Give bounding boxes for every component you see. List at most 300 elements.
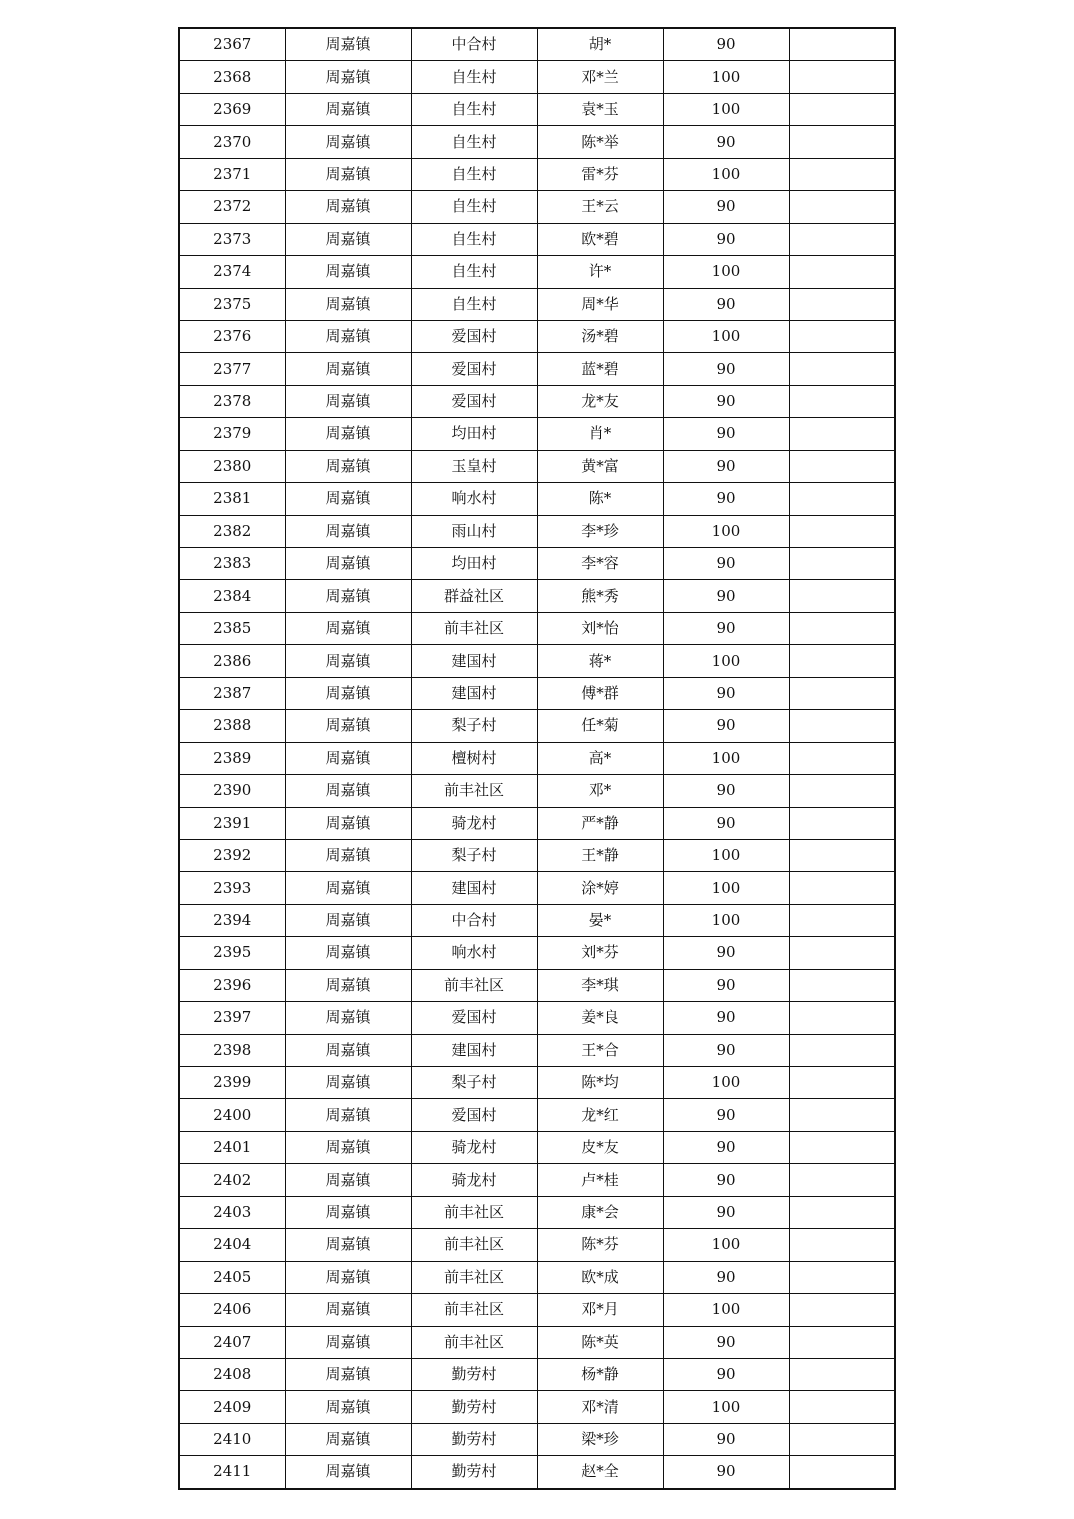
note-cell bbox=[789, 450, 895, 482]
serial-number-cell: 2395 bbox=[179, 937, 285, 969]
note-cell bbox=[789, 937, 895, 969]
amount-cell: 100 bbox=[663, 1294, 789, 1326]
village-cell: 勤劳村 bbox=[411, 1423, 537, 1455]
serial-number-cell: 2411 bbox=[179, 1456, 285, 1489]
village-cell: 自生村 bbox=[411, 191, 537, 223]
name-cell: 欧*成 bbox=[537, 1261, 663, 1293]
town-cell: 周嘉镇 bbox=[285, 515, 411, 547]
table-row bbox=[179, 645, 895, 677]
village-cell: 自生村 bbox=[411, 223, 537, 255]
amount-cell: 90 bbox=[663, 1196, 789, 1228]
town-cell: 周嘉镇 bbox=[285, 710, 411, 742]
amount-cell: 90 bbox=[663, 612, 789, 644]
note-cell bbox=[789, 904, 895, 936]
name-cell: 杨*静 bbox=[537, 1358, 663, 1390]
town-cell: 周嘉镇 bbox=[285, 418, 411, 450]
serial-number-cell: 2408 bbox=[179, 1358, 285, 1390]
town-cell: 周嘉镇 bbox=[285, 93, 411, 125]
name-cell: 高* bbox=[537, 742, 663, 774]
serial-number-cell: 2377 bbox=[179, 353, 285, 385]
amount-cell: 90 bbox=[663, 126, 789, 158]
name-cell: 周*华 bbox=[537, 288, 663, 320]
name-cell: 刘*怡 bbox=[537, 612, 663, 644]
serial-number-cell: 2392 bbox=[179, 839, 285, 871]
note-cell bbox=[789, 353, 895, 385]
name-cell: 刘*芬 bbox=[537, 937, 663, 969]
town-cell: 周嘉镇 bbox=[285, 1196, 411, 1228]
name-cell: 李*容 bbox=[537, 548, 663, 580]
table-row bbox=[179, 710, 895, 742]
village-cell: 响水村 bbox=[411, 937, 537, 969]
note-cell bbox=[789, 1034, 895, 1066]
serial-number-cell: 2368 bbox=[179, 61, 285, 93]
note-cell bbox=[789, 158, 895, 190]
town-cell: 周嘉镇 bbox=[285, 1391, 411, 1423]
table-row bbox=[179, 158, 895, 190]
name-cell: 陈*英 bbox=[537, 1326, 663, 1358]
table-row bbox=[179, 385, 895, 417]
note-cell bbox=[789, 1261, 895, 1293]
table-row bbox=[179, 1326, 895, 1358]
town-cell: 周嘉镇 bbox=[285, 1229, 411, 1261]
name-cell: 傅*群 bbox=[537, 677, 663, 709]
serial-number-cell: 2393 bbox=[179, 872, 285, 904]
village-cell: 建国村 bbox=[411, 1034, 537, 1066]
serial-number-cell: 2396 bbox=[179, 969, 285, 1001]
village-cell: 建国村 bbox=[411, 677, 537, 709]
note-cell bbox=[789, 515, 895, 547]
amount-cell: 100 bbox=[663, 320, 789, 352]
name-cell: 姜*良 bbox=[537, 1002, 663, 1034]
village-cell: 前丰社区 bbox=[411, 1326, 537, 1358]
note-cell bbox=[789, 1423, 895, 1455]
serial-number-cell: 2387 bbox=[179, 677, 285, 709]
amount-cell: 90 bbox=[663, 807, 789, 839]
note-cell bbox=[789, 580, 895, 612]
town-cell: 周嘉镇 bbox=[285, 742, 411, 774]
table-row bbox=[179, 969, 895, 1001]
table-row bbox=[179, 1131, 895, 1163]
table-row bbox=[179, 1423, 895, 1455]
amount-cell: 90 bbox=[663, 353, 789, 385]
serial-number-cell: 2371 bbox=[179, 158, 285, 190]
table-row bbox=[179, 1229, 895, 1261]
amount-cell: 100 bbox=[663, 93, 789, 125]
amount-cell: 90 bbox=[663, 1164, 789, 1196]
town-cell: 周嘉镇 bbox=[285, 158, 411, 190]
name-cell: 陈*均 bbox=[537, 1067, 663, 1099]
table-row bbox=[179, 677, 895, 709]
amount-cell: 90 bbox=[663, 1261, 789, 1293]
town-cell: 周嘉镇 bbox=[285, 353, 411, 385]
village-cell: 前丰社区 bbox=[411, 612, 537, 644]
note-cell bbox=[789, 1002, 895, 1034]
amount-cell: 90 bbox=[663, 1423, 789, 1455]
name-cell: 肖* bbox=[537, 418, 663, 450]
note-cell bbox=[789, 1099, 895, 1131]
serial-number-cell: 2407 bbox=[179, 1326, 285, 1358]
village-cell: 玉皇村 bbox=[411, 450, 537, 482]
name-cell: 晏* bbox=[537, 904, 663, 936]
roster-table-body bbox=[179, 28, 895, 1489]
town-cell: 周嘉镇 bbox=[285, 612, 411, 644]
town-cell: 周嘉镇 bbox=[285, 1261, 411, 1293]
table-row bbox=[179, 93, 895, 125]
name-cell: 邓* bbox=[537, 775, 663, 807]
roster-table bbox=[178, 27, 896, 1490]
village-cell: 勤劳村 bbox=[411, 1391, 537, 1423]
serial-number-cell: 2384 bbox=[179, 580, 285, 612]
amount-cell: 100 bbox=[663, 256, 789, 288]
name-cell: 梁*珍 bbox=[537, 1423, 663, 1455]
name-cell: 任*菊 bbox=[537, 710, 663, 742]
note-cell bbox=[789, 28, 895, 61]
name-cell: 邓*清 bbox=[537, 1391, 663, 1423]
note-cell bbox=[789, 61, 895, 93]
serial-number-cell: 2394 bbox=[179, 904, 285, 936]
town-cell: 周嘉镇 bbox=[285, 126, 411, 158]
village-cell: 中合村 bbox=[411, 28, 537, 61]
note-cell bbox=[789, 288, 895, 320]
table-row bbox=[179, 320, 895, 352]
name-cell: 赵*全 bbox=[537, 1456, 663, 1489]
village-cell: 骑龙村 bbox=[411, 1131, 537, 1163]
serial-number-cell: 2405 bbox=[179, 1261, 285, 1293]
note-cell bbox=[789, 1391, 895, 1423]
name-cell: 袁*玉 bbox=[537, 93, 663, 125]
note-cell bbox=[789, 548, 895, 580]
table-row bbox=[179, 1391, 895, 1423]
note-cell bbox=[789, 256, 895, 288]
town-cell: 周嘉镇 bbox=[285, 256, 411, 288]
village-cell: 檀树村 bbox=[411, 742, 537, 774]
table-row bbox=[179, 1099, 895, 1131]
town-cell: 周嘉镇 bbox=[285, 807, 411, 839]
serial-number-cell: 2382 bbox=[179, 515, 285, 547]
table-row bbox=[179, 1067, 895, 1099]
village-cell: 前丰社区 bbox=[411, 1261, 537, 1293]
serial-number-cell: 2389 bbox=[179, 742, 285, 774]
table-row bbox=[179, 807, 895, 839]
amount-cell: 100 bbox=[663, 742, 789, 774]
village-cell: 勤劳村 bbox=[411, 1358, 537, 1390]
village-cell: 爱国村 bbox=[411, 385, 537, 417]
village-cell: 自生村 bbox=[411, 256, 537, 288]
village-cell: 爱国村 bbox=[411, 320, 537, 352]
amount-cell: 100 bbox=[663, 839, 789, 871]
village-cell: 中合村 bbox=[411, 904, 537, 936]
amount-cell: 90 bbox=[663, 223, 789, 255]
name-cell: 皮*友 bbox=[537, 1131, 663, 1163]
amount-cell: 90 bbox=[663, 548, 789, 580]
amount-cell: 90 bbox=[663, 1456, 789, 1489]
name-cell: 汤*碧 bbox=[537, 320, 663, 352]
village-cell: 前丰社区 bbox=[411, 1229, 537, 1261]
amount-cell: 90 bbox=[663, 450, 789, 482]
village-cell: 勤劳村 bbox=[411, 1456, 537, 1489]
name-cell: 卢*桂 bbox=[537, 1164, 663, 1196]
serial-number-cell: 2378 bbox=[179, 385, 285, 417]
amount-cell: 90 bbox=[663, 288, 789, 320]
serial-number-cell: 2380 bbox=[179, 450, 285, 482]
serial-number-cell: 2375 bbox=[179, 288, 285, 320]
serial-number-cell: 2398 bbox=[179, 1034, 285, 1066]
town-cell: 周嘉镇 bbox=[285, 1456, 411, 1489]
table-row bbox=[179, 1261, 895, 1293]
name-cell: 陈*举 bbox=[537, 126, 663, 158]
table-row bbox=[179, 418, 895, 450]
table-row bbox=[179, 191, 895, 223]
note-cell bbox=[789, 1196, 895, 1228]
town-cell: 周嘉镇 bbox=[285, 483, 411, 515]
table-row bbox=[179, 612, 895, 644]
table-row bbox=[179, 1294, 895, 1326]
amount-cell: 90 bbox=[663, 1034, 789, 1066]
note-cell bbox=[789, 645, 895, 677]
town-cell: 周嘉镇 bbox=[285, 288, 411, 320]
amount-cell: 100 bbox=[663, 1067, 789, 1099]
amount-cell: 90 bbox=[663, 937, 789, 969]
table-row bbox=[179, 515, 895, 547]
amount-cell: 90 bbox=[663, 28, 789, 61]
table-row bbox=[179, 450, 895, 482]
village-cell: 爱国村 bbox=[411, 1002, 537, 1034]
amount-cell: 100 bbox=[663, 904, 789, 936]
serial-number-cell: 2406 bbox=[179, 1294, 285, 1326]
serial-number-cell: 2372 bbox=[179, 191, 285, 223]
serial-number-cell: 2409 bbox=[179, 1391, 285, 1423]
village-cell: 爱国村 bbox=[411, 1099, 537, 1131]
note-cell bbox=[789, 1326, 895, 1358]
serial-number-cell: 2385 bbox=[179, 612, 285, 644]
serial-number-cell: 2397 bbox=[179, 1002, 285, 1034]
amount-cell: 90 bbox=[663, 1358, 789, 1390]
amount-cell: 90 bbox=[663, 483, 789, 515]
note-cell bbox=[789, 1131, 895, 1163]
town-cell: 周嘉镇 bbox=[285, 1423, 411, 1455]
town-cell: 周嘉镇 bbox=[285, 677, 411, 709]
name-cell: 熊*秀 bbox=[537, 580, 663, 612]
name-cell: 蒋* bbox=[537, 645, 663, 677]
serial-number-cell: 2391 bbox=[179, 807, 285, 839]
serial-number-cell: 2410 bbox=[179, 1423, 285, 1455]
town-cell: 周嘉镇 bbox=[285, 28, 411, 61]
serial-number-cell: 2399 bbox=[179, 1067, 285, 1099]
village-cell: 群益社区 bbox=[411, 580, 537, 612]
table-row bbox=[179, 937, 895, 969]
town-cell: 周嘉镇 bbox=[285, 1002, 411, 1034]
table-row bbox=[179, 61, 895, 93]
amount-cell: 90 bbox=[663, 1131, 789, 1163]
table-row bbox=[179, 353, 895, 385]
table-row bbox=[179, 872, 895, 904]
village-cell: 梨子村 bbox=[411, 839, 537, 871]
table-row bbox=[179, 548, 895, 580]
table-row bbox=[179, 775, 895, 807]
town-cell: 周嘉镇 bbox=[285, 1358, 411, 1390]
serial-number-cell: 2381 bbox=[179, 483, 285, 515]
village-cell: 前丰社区 bbox=[411, 1294, 537, 1326]
serial-number-cell: 2370 bbox=[179, 126, 285, 158]
amount-cell: 90 bbox=[663, 385, 789, 417]
serial-number-cell: 2401 bbox=[179, 1131, 285, 1163]
village-cell: 均田村 bbox=[411, 418, 537, 450]
village-cell: 雨山村 bbox=[411, 515, 537, 547]
note-cell bbox=[789, 839, 895, 871]
amount-cell: 90 bbox=[663, 1002, 789, 1034]
town-cell: 周嘉镇 bbox=[285, 1326, 411, 1358]
town-cell: 周嘉镇 bbox=[285, 450, 411, 482]
town-cell: 周嘉镇 bbox=[285, 839, 411, 871]
note-cell bbox=[789, 1067, 895, 1099]
town-cell: 周嘉镇 bbox=[285, 937, 411, 969]
amount-cell: 90 bbox=[663, 191, 789, 223]
village-cell: 自生村 bbox=[411, 61, 537, 93]
village-cell: 自生村 bbox=[411, 126, 537, 158]
note-cell bbox=[789, 1358, 895, 1390]
table-row bbox=[179, 126, 895, 158]
amount-cell: 100 bbox=[663, 515, 789, 547]
serial-number-cell: 2388 bbox=[179, 710, 285, 742]
town-cell: 周嘉镇 bbox=[285, 872, 411, 904]
town-cell: 周嘉镇 bbox=[285, 320, 411, 352]
town-cell: 周嘉镇 bbox=[285, 1099, 411, 1131]
village-cell: 均田村 bbox=[411, 548, 537, 580]
name-cell: 雷*芬 bbox=[537, 158, 663, 190]
town-cell: 周嘉镇 bbox=[285, 904, 411, 936]
amount-cell: 100 bbox=[663, 1229, 789, 1261]
name-cell: 康*会 bbox=[537, 1196, 663, 1228]
village-cell: 建国村 bbox=[411, 872, 537, 904]
name-cell: 黄*富 bbox=[537, 450, 663, 482]
town-cell: 周嘉镇 bbox=[285, 1294, 411, 1326]
amount-cell: 90 bbox=[663, 580, 789, 612]
amount-cell: 90 bbox=[663, 710, 789, 742]
name-cell: 陈* bbox=[537, 483, 663, 515]
table-row bbox=[179, 1164, 895, 1196]
note-cell bbox=[789, 483, 895, 515]
note-cell bbox=[789, 1164, 895, 1196]
name-cell: 胡* bbox=[537, 28, 663, 61]
town-cell: 周嘉镇 bbox=[285, 775, 411, 807]
table-row bbox=[179, 223, 895, 255]
serial-number-cell: 2390 bbox=[179, 775, 285, 807]
table-row bbox=[179, 839, 895, 871]
table-row bbox=[179, 28, 895, 61]
note-cell bbox=[789, 1294, 895, 1326]
table-row bbox=[179, 904, 895, 936]
town-cell: 周嘉镇 bbox=[285, 580, 411, 612]
name-cell: 龙*红 bbox=[537, 1099, 663, 1131]
amount-cell: 90 bbox=[663, 418, 789, 450]
name-cell: 陈*芬 bbox=[537, 1229, 663, 1261]
note-cell bbox=[789, 612, 895, 644]
table-row bbox=[179, 1358, 895, 1390]
amount-cell: 100 bbox=[663, 158, 789, 190]
note-cell bbox=[789, 969, 895, 1001]
town-cell: 周嘉镇 bbox=[285, 1034, 411, 1066]
village-cell: 自生村 bbox=[411, 288, 537, 320]
name-cell: 邓*兰 bbox=[537, 61, 663, 93]
amount-cell: 100 bbox=[663, 645, 789, 677]
note-cell bbox=[789, 320, 895, 352]
amount-cell: 90 bbox=[663, 969, 789, 1001]
table-row bbox=[179, 1196, 895, 1228]
town-cell: 周嘉镇 bbox=[285, 61, 411, 93]
serial-number-cell: 2373 bbox=[179, 223, 285, 255]
serial-number-cell: 2404 bbox=[179, 1229, 285, 1261]
name-cell: 王*静 bbox=[537, 839, 663, 871]
village-cell: 前丰社区 bbox=[411, 775, 537, 807]
village-cell: 自生村 bbox=[411, 158, 537, 190]
town-cell: 周嘉镇 bbox=[285, 191, 411, 223]
town-cell: 周嘉镇 bbox=[285, 1067, 411, 1099]
amount-cell: 90 bbox=[663, 1099, 789, 1131]
note-cell bbox=[789, 742, 895, 774]
amount-cell: 90 bbox=[663, 1326, 789, 1358]
name-cell: 李*珍 bbox=[537, 515, 663, 547]
serial-number-cell: 2402 bbox=[179, 1164, 285, 1196]
note-cell bbox=[789, 775, 895, 807]
serial-number-cell: 2403 bbox=[179, 1196, 285, 1228]
table-row bbox=[179, 483, 895, 515]
serial-number-cell: 2367 bbox=[179, 28, 285, 61]
name-cell: 涂*婷 bbox=[537, 872, 663, 904]
note-cell bbox=[789, 677, 895, 709]
name-cell: 蓝*碧 bbox=[537, 353, 663, 385]
note-cell bbox=[789, 807, 895, 839]
amount-cell: 90 bbox=[663, 775, 789, 807]
table-row bbox=[179, 1002, 895, 1034]
table-row bbox=[179, 1456, 895, 1489]
amount-cell: 90 bbox=[663, 677, 789, 709]
note-cell bbox=[789, 93, 895, 125]
amount-cell: 100 bbox=[663, 61, 789, 93]
serial-number-cell: 2374 bbox=[179, 256, 285, 288]
serial-number-cell: 2369 bbox=[179, 93, 285, 125]
town-cell: 周嘉镇 bbox=[285, 548, 411, 580]
note-cell bbox=[789, 710, 895, 742]
village-cell: 前丰社区 bbox=[411, 969, 537, 1001]
village-cell: 梨子村 bbox=[411, 710, 537, 742]
village-cell: 前丰社区 bbox=[411, 1196, 537, 1228]
table-row bbox=[179, 256, 895, 288]
table-row bbox=[179, 288, 895, 320]
name-cell: 严*静 bbox=[537, 807, 663, 839]
village-cell: 响水村 bbox=[411, 483, 537, 515]
town-cell: 周嘉镇 bbox=[285, 1164, 411, 1196]
town-cell: 周嘉镇 bbox=[285, 645, 411, 677]
name-cell: 欧*碧 bbox=[537, 223, 663, 255]
serial-number-cell: 2386 bbox=[179, 645, 285, 677]
serial-number-cell: 2400 bbox=[179, 1099, 285, 1131]
note-cell bbox=[789, 191, 895, 223]
serial-number-cell: 2379 bbox=[179, 418, 285, 450]
note-cell bbox=[789, 223, 895, 255]
note-cell bbox=[789, 1229, 895, 1261]
name-cell: 邓*月 bbox=[537, 1294, 663, 1326]
village-cell: 梨子村 bbox=[411, 1067, 537, 1099]
name-cell: 王*合 bbox=[537, 1034, 663, 1066]
table-row bbox=[179, 580, 895, 612]
note-cell bbox=[789, 126, 895, 158]
note-cell bbox=[789, 1456, 895, 1489]
table-row bbox=[179, 742, 895, 774]
name-cell: 许* bbox=[537, 256, 663, 288]
amount-cell: 100 bbox=[663, 872, 789, 904]
town-cell: 周嘉镇 bbox=[285, 969, 411, 1001]
note-cell bbox=[789, 418, 895, 450]
